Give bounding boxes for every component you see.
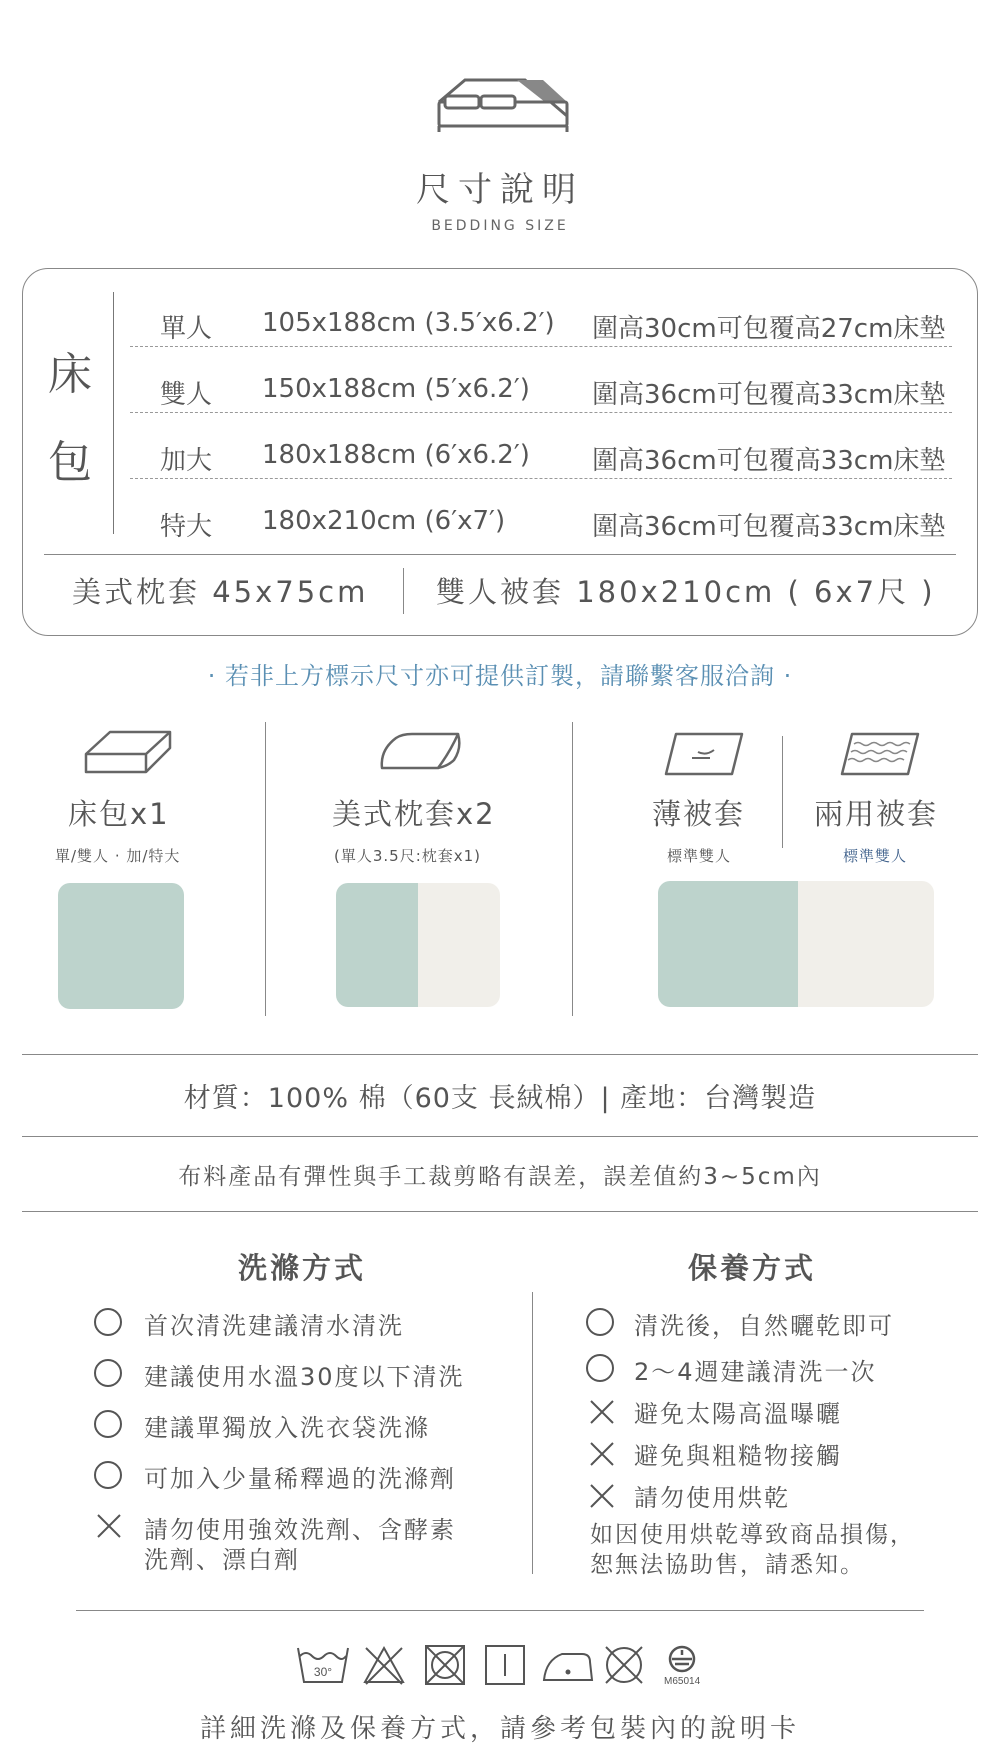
size-dimensions: 180x188cm (6′x6.2′) <box>262 440 530 470</box>
fitted-sheet-icon <box>82 728 174 778</box>
fitted-sheet-label-char-1: 床 <box>48 349 92 400</box>
section-divider <box>22 1136 978 1137</box>
column-divider <box>572 722 573 1016</box>
footer-note: 詳細洗滌及保養方式，請參考包裝內的說明卡 <box>199 1714 800 1744</box>
row-divider <box>130 346 952 347</box>
table-footer-divider <box>44 554 956 555</box>
product-name: 薄被套 <box>652 797 746 831</box>
size-note: 圍高36cm可包覆高33cm床墊 <box>592 446 946 476</box>
swatch-mint <box>658 881 798 1007</box>
line-dry-icon <box>484 1644 526 1686</box>
size-type: 單人 <box>160 314 213 344</box>
thin-duvet-icon <box>662 730 746 778</box>
size-row <box>130 488 950 554</box>
column-divider <box>265 722 266 1016</box>
color-swatch-mint <box>58 883 184 1009</box>
washing-item: 請勿使用強效洗劑、含酵素 <box>144 1516 456 1544</box>
care-item: 避免與粗糙物接觸 <box>634 1442 842 1470</box>
product-name: 兩用被套 <box>814 797 939 831</box>
footer-divider <box>403 568 404 614</box>
column-divider <box>532 1292 533 1574</box>
size-note: 圍高36cm可包覆高33cm床墊 <box>592 512 946 542</box>
product-name: 美式枕套x2 <box>332 797 496 831</box>
care-title: 保養方式 <box>688 1251 817 1285</box>
pillow-icon <box>378 730 462 772</box>
product-sub: 單/雙人 · 加/特大 <box>55 847 181 865</box>
wash-30-icon <box>296 1644 350 1686</box>
washing-item: 建議單獨放入洗衣袋洗滌 <box>144 1414 430 1442</box>
care-note: 如因使用烘乾導致商品損傷， <box>590 1522 915 1548</box>
iron-low-icon <box>542 1644 596 1686</box>
washing-title: 洗滌方式 <box>238 1251 367 1285</box>
swatch-cream <box>418 883 500 1007</box>
no-bleach-icon <box>362 1644 406 1686</box>
section-divider <box>22 1211 978 1212</box>
care-item: 清洗後，自然曬乾即可 <box>634 1312 894 1340</box>
washing-item-cont: 洗劑、漂白劑 <box>144 1546 300 1574</box>
column-divider <box>782 736 783 848</box>
fitted-sheet-label-char-2: 包 <box>48 437 92 488</box>
cross-mark-icon <box>588 1440 616 1468</box>
size-type: 特大 <box>160 512 213 542</box>
page-subtitle: BEDDING SIZE <box>431 218 569 234</box>
size-dimensions: 105x188cm (3.5′x6.2′) <box>262 308 555 338</box>
certification-icon <box>662 1644 718 1686</box>
ok-mark-icon <box>94 1308 122 1336</box>
custom-order-note: · 若非上方標示尺寸亦可提供訂製，請聯繫客服洽詢 · <box>207 662 793 690</box>
row-divider <box>130 478 952 479</box>
washing-item: 建議使用水溫30度以下清洗 <box>144 1363 465 1391</box>
duvet-size: 雙人被套 180x210cm ( 6x7尺 ) <box>436 575 936 609</box>
row-divider <box>130 412 952 413</box>
section-divider <box>76 1610 924 1611</box>
ok-mark-icon <box>586 1354 614 1382</box>
size-dimensions: 150x188cm (5′x6.2′) <box>262 374 530 404</box>
swatch-mint <box>336 883 418 1007</box>
table-divider <box>113 292 114 534</box>
care-note: 恕無法協助售，請悉知。 <box>590 1552 865 1578</box>
product-sub: 標準雙人 <box>843 847 908 865</box>
washing-item: 可加入少量稀釋過的洗滌劑 <box>144 1465 456 1493</box>
tolerance-note: 布料產品有彈性與手工裁剪略有誤差，誤差值約3~5cm內 <box>178 1164 822 1190</box>
washing-item: 首次清洗建議清水清洗 <box>144 1312 404 1340</box>
cross-mark-icon <box>588 1482 616 1510</box>
page-title: 尺寸說明 <box>416 170 584 210</box>
care-item: 避免太陽高溫曝曬 <box>634 1400 842 1428</box>
care-item: 請勿使用烘乾 <box>634 1484 790 1512</box>
product-name: 床包x1 <box>68 797 170 831</box>
quilted-duvet-icon <box>838 730 922 778</box>
size-note: 圍高36cm可包覆高33cm床墊 <box>592 380 946 410</box>
color-swatch-duvet <box>658 881 934 1007</box>
ok-mark-icon <box>586 1308 614 1336</box>
cross-mark-icon <box>588 1398 616 1426</box>
cross-mark-icon <box>95 1512 123 1540</box>
size-note: 圍高30cm可包覆高27cm床墊 <box>592 314 946 344</box>
care-item: 2～4週建議清洗一次 <box>634 1358 877 1386</box>
size-dimensions: 180x210cm (6′x7′) <box>262 506 506 536</box>
size-type: 加大 <box>160 446 213 476</box>
wash-temp-label: 30° <box>313 1665 333 1679</box>
ok-mark-icon <box>94 1359 122 1387</box>
size-type: 雙人 <box>160 380 213 410</box>
ok-mark-icon <box>94 1410 122 1438</box>
no-dry-clean-icon <box>602 1644 646 1686</box>
no-tumble-dry-icon <box>424 1644 466 1686</box>
section-divider <box>22 1054 978 1055</box>
product-sub: 標準雙人 <box>667 847 732 865</box>
ok-mark-icon <box>94 1461 122 1489</box>
bed-icon <box>435 72 570 134</box>
swatch-cream <box>798 881 934 1007</box>
product-sub: (單人3.5尺:枕套x1) <box>334 847 482 865</box>
material-info: 材質：100% 棉（60支 長絨棉）| 產地：台灣製造 <box>183 1083 817 1114</box>
cert-code-label: M65014 <box>664 1676 701 1686</box>
pillowcase-size: 美式枕套 45x75cm <box>72 575 369 609</box>
color-swatch-pillow <box>336 883 500 1007</box>
